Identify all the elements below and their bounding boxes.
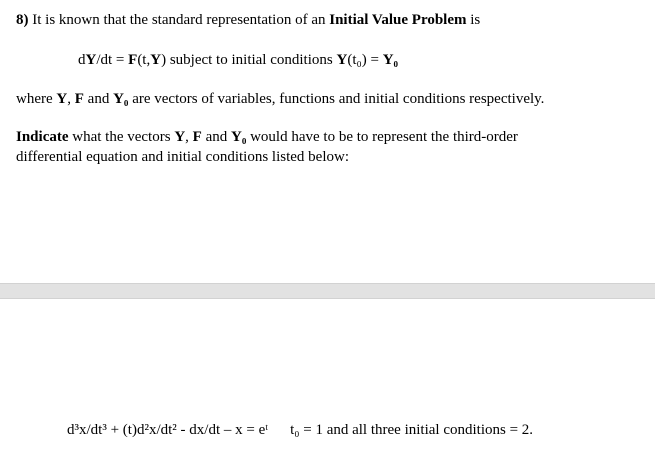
vector-y: Y [56,91,68,107]
ode-equation: d³x/dt³ + (t)d²x/dt² - dx/dt – x = eᵗ [67,422,269,438]
text-part: and [87,91,110,107]
separator-bar [0,283,655,299]
text-part: where [16,91,53,107]
indicate-sentence-line1 [16,128,518,147]
eq-vector-f: F [128,52,138,68]
ode-line [67,421,533,440]
initial-conditions: t₀ = 1 and all three initial conditions = 2. [290,422,534,438]
text-part: , [67,91,71,107]
eq-vector-y: Y [150,52,162,68]
where-sentence [16,90,544,109]
indicate-sentence-line2: differential equation and initial conditions listed below: [16,149,349,165]
indicate-word: Indicate [16,129,69,145]
eq-vector-y0: Y₀ [382,52,399,68]
eq-part: ) subject to initial conditions [161,52,333,68]
text-part: what the vectors [72,129,171,145]
intro-text: It is known that the standard representation of an [32,12,326,28]
question-number: 8) [16,12,29,28]
eq-part: /dt = [96,52,125,68]
vector-y: Y [174,129,186,145]
vector-y0: Y₀ [231,129,247,145]
eq-part: (t, [137,52,151,68]
text-part: , [185,129,189,145]
vector-y0: Y₀ [113,91,129,107]
eq-vector-y: Y [85,52,97,68]
standard-form-equation [78,51,398,70]
text-part: would have to be to represent the third-order [250,129,518,145]
text-part: are vectors of variables, functions and initial conditions respectively. [132,91,545,107]
eq-part: d [78,52,86,68]
eq-part: (t₀) = [347,52,379,68]
vector-f: F [74,91,84,107]
intro-end: is [470,12,481,28]
question-heading [16,11,480,30]
eq-vector-y: Y [336,52,348,68]
vector-f: F [192,129,202,145]
ivp-term: Initial Value Problem [329,12,467,28]
text-part: and [205,129,228,145]
